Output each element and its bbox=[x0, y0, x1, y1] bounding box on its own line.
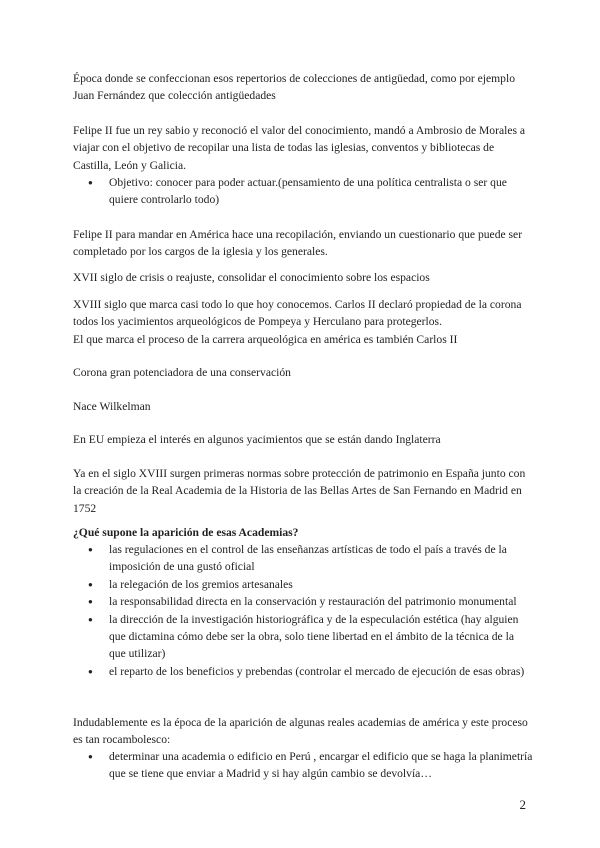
list-item: ● determinar una academia o edificio en Perú , encargar el edificio que se haga la planimetría que se tiene que enviar a Madrid y si hay algún cambio se devolvía… bbox=[73, 748, 533, 783]
list-item: ● la responsabilidad directa en la conservación y restauración del patrimonio monumental bbox=[73, 593, 533, 610]
bullet-list-objetivo bbox=[73, 174, 533, 209]
list-item: ● Objetivo: conocer para poder actuar.(pensamiento de una política centralista o ser que quiere controlarlo todo) bbox=[73, 174, 533, 209]
paragraph-felipe-ii-morales: Felipe II fue un rey sabio y reconoció el valor del conocimiento, mandó a Ambrosio de Morales a viajar con el objetivo de recopilar una lista de todas las iglesias, conventos y bibliotecas de Castilla, León y Galicia. bbox=[73, 124, 526, 172]
list-item: ● la dirección de la investigación historiográfica y de la especulación estética (hay alguien que dictamina cómo debe ser la obra, solo tiene libertad en el ámbito de la técnica de la que utilizar) bbox=[73, 611, 533, 663]
bullet-list-academias bbox=[73, 541, 533, 680]
list-item: ● la relegación de los gremios artesanales bbox=[73, 576, 533, 593]
bullet-list-america bbox=[73, 748, 533, 783]
paragraph-siglo-xviii-normas: Ya en el siglo XVIII surgen primeras normas sobre protección de patrimonio en España junto con la creación de la Real Academia de la Historia de las Bellas Artes de San Fernando en Madrid en 1752 bbox=[73, 467, 526, 515]
paragraph-eu: En EU empieza el interés en algunos yacimientos que se están dando Inglaterra bbox=[73, 433, 441, 446]
section-heading-academias: ¿Qué supone la aparición de esas Academias? bbox=[73, 526, 299, 539]
paragraph-xvii: XVII siglo de crisis o reajuste, consolidar el conocimiento sobre los espacios bbox=[73, 271, 430, 284]
paragraph-xviii: XVIII siglo que marca casi todo lo que hoy conocemos. Carlos II declaró propiedad de la corona todos los yacimientos arqueológicos de Pompeya y Herculano para protegerlos. bbox=[73, 298, 522, 329]
list-item: ● el reparto de los beneficios y prebendas (controlar el mercado de ejecución de esas obras) bbox=[73, 663, 533, 680]
paragraph-indudablemente: Indudablemente es la época de la aparición de algunas reales academias de américa y este proceso es tan rocambolesco: bbox=[73, 716, 528, 747]
page-number: 2 bbox=[519, 797, 526, 812]
list-item: ● las regulaciones en el control de las enseñanzas artísticas de todo el país a través de la imposición de una gustó oficial bbox=[73, 541, 533, 576]
paragraph-epoca: Época donde se confeccionan esos repertorios de colecciones de antigüedad, como por ejemplo Juan Fernández que colección antigüedades bbox=[73, 72, 516, 103]
paragraph-corona: Corona gran potenciadora de una conservación bbox=[73, 366, 291, 379]
paragraph-felipe-ii-america: Felipe II para mandar en América hace una recopilación, enviando un cuestionario que puede ser completado por los cargos de la iglesia y los generales. bbox=[73, 228, 523, 259]
paragraph-wilkelman: Nace Wilkelman bbox=[73, 400, 151, 413]
paragraph-carlos-ii: El que marca el proceso de la carrera arqueológica en américa es también Carlos II bbox=[73, 333, 458, 346]
